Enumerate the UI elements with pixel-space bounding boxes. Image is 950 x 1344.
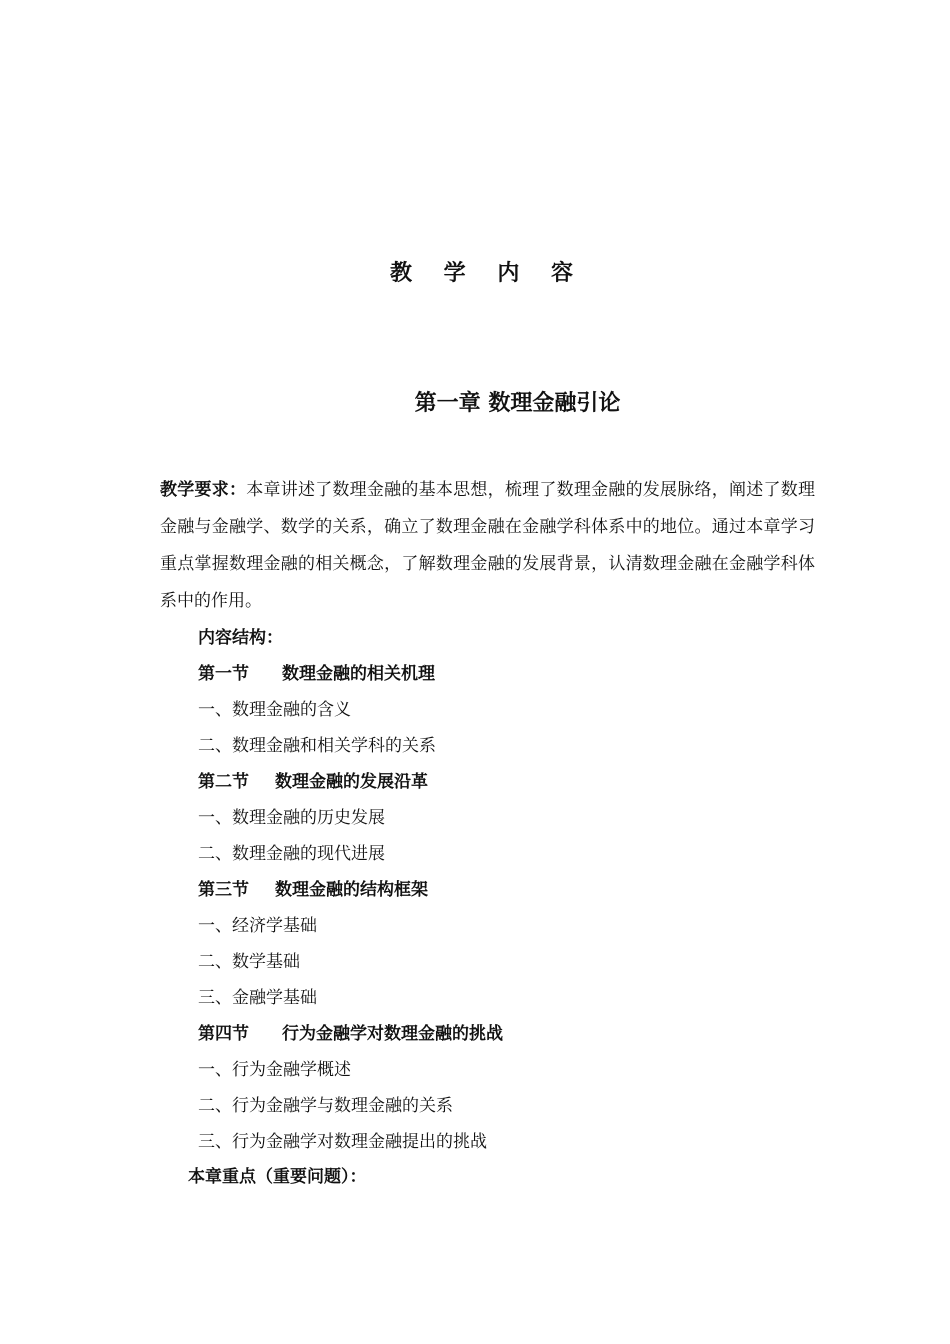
section-heading-2 — [198, 769, 428, 795]
section-title: 数理金融的发展沿革 — [275, 772, 428, 792]
list-item: 一、数理金融的含义 — [198, 700, 351, 720]
section-heading-4 — [198, 1021, 503, 1047]
section-number: 第二节 — [198, 772, 249, 792]
list-item: 一、数理金融的历史发展 — [198, 808, 385, 828]
structure-label: 内容结构： — [198, 628, 283, 648]
list-item: 二、数学基础 — [198, 952, 300, 972]
section-title: 数理金融的相关机理 — [282, 664, 435, 684]
section-heading-3 — [198, 877, 428, 903]
section-heading-1 — [198, 661, 435, 687]
section-title: 数理金融的结构框架 — [275, 880, 428, 900]
requirement-text: 本章讲述了数理金融的基本思想，梳理了数理金融的发展脉络，阐述了数理金融与金融学、数学的关系，确立了数理金融在金融学科体系中的地位。通过本章学习重点掌握数理金融的相关概念，了解数理金融的发展背景，认清数理金融在金融学科体系中的作用。 — [160, 480, 816, 611]
section-number: 第三节 — [198, 880, 249, 900]
list-item: 三、行为金融学对数理金融提出的挑战 — [198, 1132, 487, 1152]
list-item: 二、行为金融学与数理金融的关系 — [198, 1096, 453, 1116]
requirement-label: 教学要求： — [160, 480, 247, 500]
list-item: 一、经济学基础 — [198, 916, 317, 936]
chapter-title: 第一章 数理金融引论 — [414, 391, 621, 416]
list-item: 二、数理金融和相关学科的关系 — [198, 736, 436, 756]
teaching-requirement — [160, 472, 815, 620]
key-points-label: 本章重点（重要问题）： — [188, 1167, 367, 1187]
section-title: 行为金融学对数理金融的挑战 — [282, 1024, 503, 1044]
list-item: 三、金融学基础 — [198, 988, 317, 1008]
list-item: 一、行为金融学概述 — [198, 1060, 351, 1080]
section-number: 第四节 — [198, 1024, 249, 1044]
page-title: 教 学 内 容 — [390, 261, 585, 286]
section-number: 第一节 — [198, 664, 249, 684]
list-item: 二、数理金融的现代进展 — [198, 844, 385, 864]
